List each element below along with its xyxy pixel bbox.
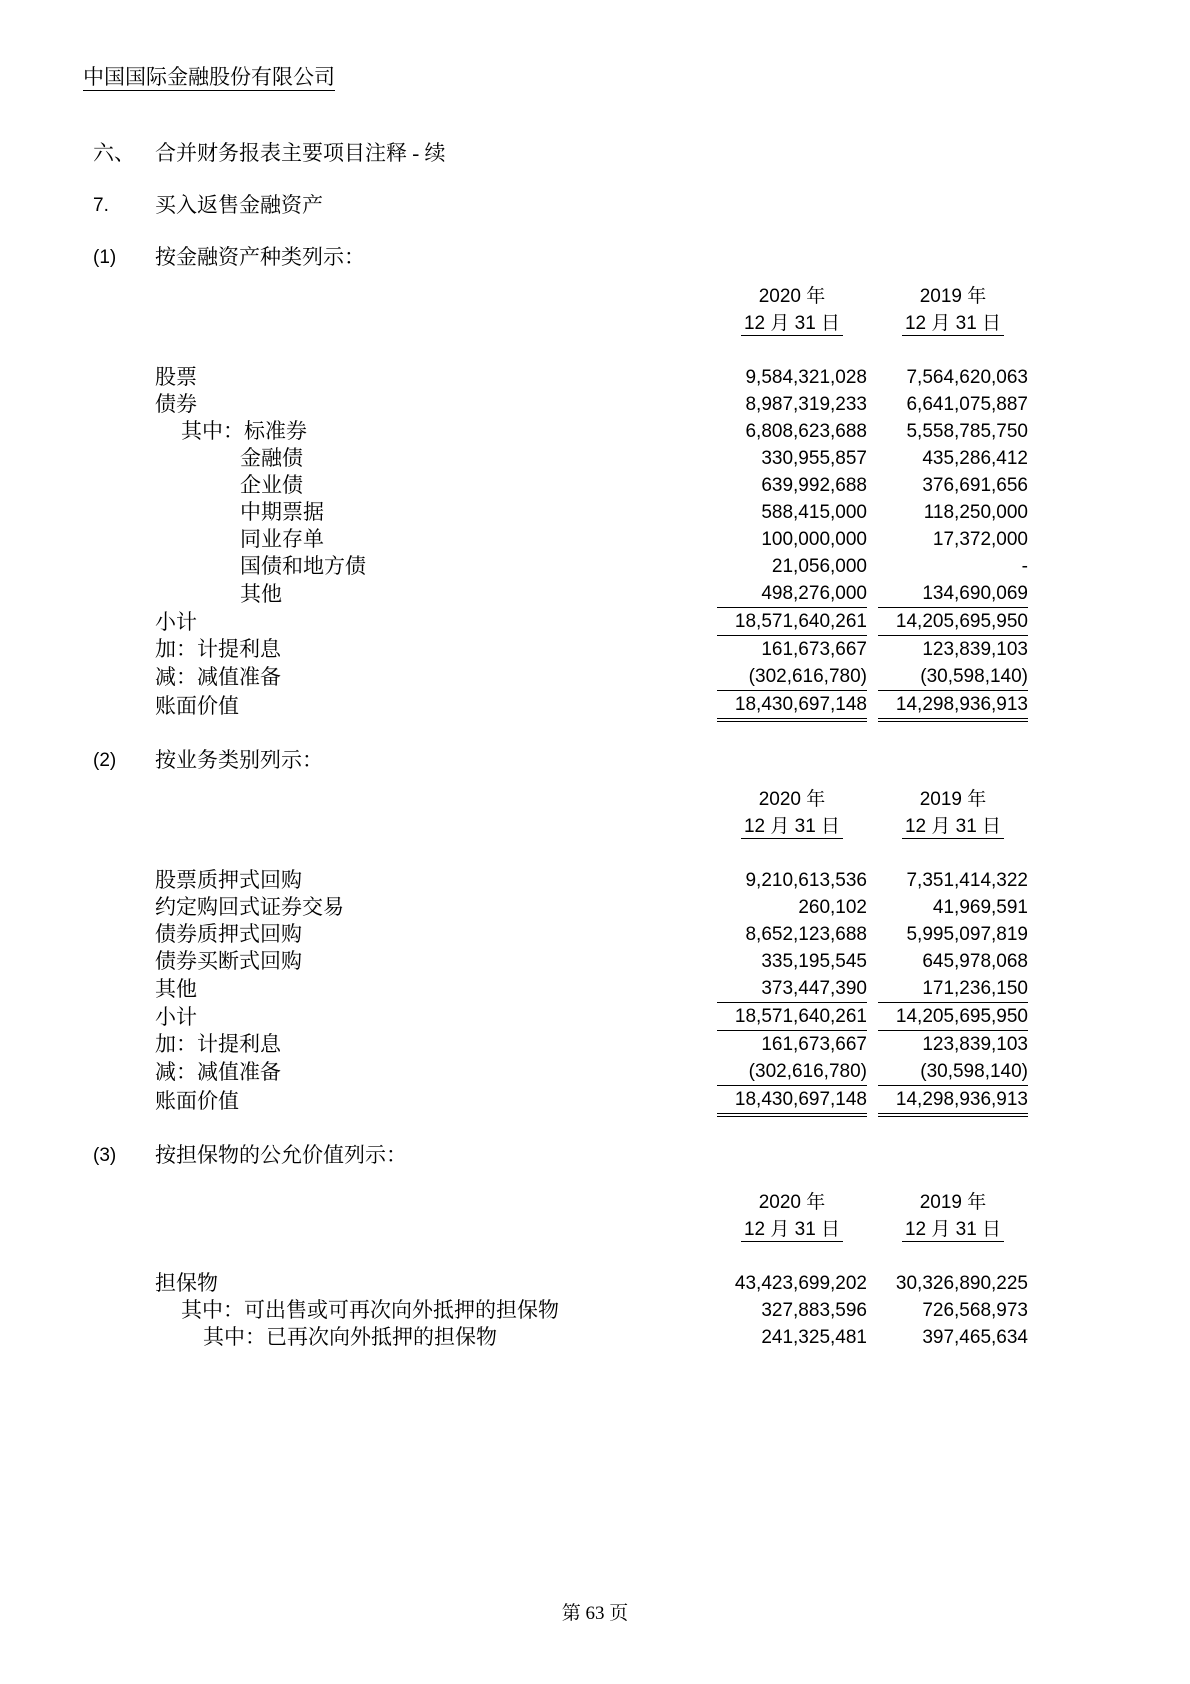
table-row: [155, 580, 1028, 608]
subsection-3-number: (3): [93, 1145, 117, 1166]
column-gap: [867, 1003, 878, 1031]
row-label: 担保物: [155, 1271, 218, 1295]
year-header-row: [155, 1189, 1028, 1216]
row-value-2019: 397,465,634: [922, 1327, 1028, 1348]
column-header-2020: 2020 年: [758, 286, 826, 307]
row-label: 小计: [155, 1004, 197, 1029]
column-gap: [867, 894, 878, 921]
row-value-2020: 161,673,667: [761, 639, 867, 660]
row-label: 减：减值准备: [155, 1059, 281, 1084]
table-row: [155, 391, 1028, 418]
table-row: [155, 921, 1028, 948]
column-gap: [867, 391, 878, 418]
date-header-row: [155, 1216, 1028, 1243]
column-gap: [867, 975, 878, 1003]
row-value-2019: 171,236,150: [922, 978, 1028, 999]
row-label: 企业债: [240, 473, 303, 497]
row-label: 债券质押式回购: [155, 922, 302, 946]
column-gap: [867, 813, 878, 840]
table-row: [155, 867, 1028, 894]
row-label: 股票: [155, 365, 197, 389]
table-row: [155, 499, 1028, 526]
year-header-row: [155, 283, 1028, 310]
row-label: 债券: [155, 392, 197, 416]
table-row: [155, 1086, 1028, 1116]
row-value-2020: 21,056,000: [771, 556, 867, 577]
column-gap: [867, 553, 878, 580]
column-header-2020: 2020 年: [758, 789, 826, 810]
subsection-3-title: 按担保物的公允价值列示：: [155, 1143, 407, 1167]
table-row: [155, 975, 1028, 1003]
date-header-2020: 12 月 31 日: [717, 310, 867, 337]
row-value-2020: 18,571,640,261: [717, 608, 867, 636]
subsection-1-heading: [83, 244, 1028, 271]
row-value-2019: -: [1021, 556, 1028, 577]
row-value-2020: 43,423,699,202: [734, 1273, 867, 1294]
subsection-2-heading: [83, 747, 1028, 774]
column-gap: [867, 1189, 878, 1216]
row-label: 中期票据: [240, 500, 324, 524]
row-label: 账面价值: [155, 694, 239, 718]
header-spacer: [155, 813, 717, 840]
row-value-2019: (30,598,140): [920, 1061, 1028, 1082]
row-value-2019: 134,690,069: [922, 583, 1028, 604]
row-label: 金融债: [240, 446, 303, 470]
header-spacer: [155, 283, 717, 310]
column-gap: [867, 786, 878, 813]
row-value-2020: 161,673,667: [761, 1034, 867, 1055]
date-header-2020: 12 月 31 日: [717, 813, 867, 840]
row-label: 其他: [155, 976, 197, 1001]
table-row: [155, 894, 1028, 921]
table-row: [155, 636, 1028, 664]
table-row: [155, 1297, 1028, 1324]
column-gap: [867, 364, 878, 391]
header-spacer: [155, 1189, 717, 1216]
row-value-2019: 17,372,000: [932, 529, 1028, 550]
row-value-2019: 14,205,695,950: [878, 1003, 1028, 1031]
row-value-2020: 6,808,623,688: [745, 421, 867, 442]
column-gap: [867, 310, 878, 337]
page-footer: [0, 1600, 1190, 1627]
row-value-2019: 435,286,412: [922, 448, 1028, 469]
row-value-2019: 645,978,068: [922, 951, 1028, 972]
column-gap: [867, 691, 878, 721]
column-header-2019: 2019 年: [919, 789, 987, 810]
column-header-2020: 2020 年: [758, 1192, 826, 1213]
row-value-2020: 8,987,319,233: [745, 394, 867, 415]
date-header-2019: 12 月 31 日: [878, 310, 1028, 337]
row-value-2020: (302,616,780): [748, 666, 867, 687]
table-row: [155, 553, 1028, 580]
column-gap: [867, 1086, 878, 1116]
row-label: 其中：可出售或可再次向外抵押的担保物: [181, 1298, 559, 1322]
date-header-2019: 12 月 31 日: [878, 1216, 1028, 1243]
asset-type-table: [155, 283, 1028, 722]
note-heading: [83, 192, 1028, 219]
row-value-2020: 9,210,613,536: [745, 870, 867, 891]
row-value-2020: 18,430,697,148: [717, 1086, 867, 1116]
collateral-table: [155, 1189, 1028, 1351]
row-label: 小计: [155, 609, 197, 634]
subsection-3-heading: [83, 1142, 1028, 1169]
row-value-2019: 376,691,656: [922, 475, 1028, 496]
spacer-row: [155, 840, 1028, 867]
table-row: [155, 948, 1028, 975]
row-value-2020: 260,102: [798, 897, 867, 918]
subsection-2-title: 按业务类别列示：: [155, 748, 323, 772]
spacer-row: [155, 337, 1028, 364]
row-value-2020: 498,276,000: [761, 583, 867, 604]
column-gap: [867, 499, 878, 526]
row-label: 加：计提利息: [155, 637, 281, 661]
row-label: 股票质押式回购: [155, 868, 302, 892]
subsection-1-number: (1): [93, 247, 117, 268]
table-row: [155, 691, 1028, 721]
chapter-title: 合并财务报表主要项目注释 - 续: [155, 141, 446, 165]
row-value-2019: 5,558,785,750: [906, 421, 1028, 442]
column-gap: [867, 580, 878, 608]
page-number: 第 63 页: [561, 1603, 629, 1624]
table-row: [155, 1270, 1028, 1297]
note-number: 7.: [93, 195, 109, 216]
column-gap: [867, 867, 878, 894]
column-gap: [867, 418, 878, 445]
row-value-2020: 8,652,123,688: [745, 924, 867, 945]
table-row: [155, 1003, 1028, 1031]
row-value-2020: 9,584,321,028: [745, 367, 867, 388]
row-value-2020: 330,955,857: [761, 448, 867, 469]
row-value-2019: 41,969,591: [932, 897, 1028, 918]
column-gap: [867, 1058, 878, 1086]
table-row: [155, 663, 1028, 691]
column-gap: [867, 1270, 878, 1297]
column-gap: [867, 445, 878, 472]
header-spacer: [155, 310, 717, 337]
column-gap: [867, 1324, 878, 1351]
table-row: [155, 1324, 1028, 1351]
row-value-2019: 118,250,000: [923, 502, 1028, 523]
table-row: [155, 1058, 1028, 1086]
table-row: [155, 1031, 1028, 1059]
company-name: [83, 64, 1028, 91]
column-gap: [867, 608, 878, 636]
row-value-2019: 7,351,414,322: [906, 870, 1028, 891]
row-value-2020: 335,195,545: [761, 951, 867, 972]
date-header-2019: 12 月 31 日: [878, 813, 1028, 840]
date-header-row: [155, 310, 1028, 337]
subsection-1-title: 按金融资产种类列示：: [155, 245, 365, 269]
table-row: [155, 445, 1028, 472]
chapter-heading: [83, 140, 1028, 167]
column-gap: [867, 1031, 878, 1059]
row-value-2020: 639,992,688: [761, 475, 867, 496]
header-spacer: [155, 786, 717, 813]
table-row: [155, 526, 1028, 553]
row-value-2019: (30,598,140): [920, 666, 1028, 687]
subsection-2-number: (2): [93, 750, 117, 771]
column-gap: [867, 663, 878, 691]
row-value-2020: 327,883,596: [761, 1300, 867, 1321]
row-value-2019: 726,568,973: [922, 1300, 1028, 1321]
column-gap: [867, 921, 878, 948]
row-value-2019: 14,205,695,950: [878, 608, 1028, 636]
row-value-2020: 241,325,481: [761, 1327, 867, 1348]
column-header-2019: 2019 年: [919, 286, 987, 307]
spacer-row: [155, 1243, 1028, 1270]
row-value-2019: 5,995,097,819: [906, 924, 1028, 945]
row-label: 债券买断式回购: [155, 949, 302, 973]
date-header-2020: 12 月 31 日: [717, 1216, 867, 1243]
row-value-2020: 18,571,640,261: [717, 1003, 867, 1031]
table-row: [155, 472, 1028, 499]
table-row: [155, 364, 1028, 391]
column-gap: [867, 1297, 878, 1324]
row-label: 同业存单: [240, 527, 324, 551]
column-gap: [867, 948, 878, 975]
note-title: 买入返售金融资产: [155, 193, 323, 217]
row-label: 约定购回式证券交易: [155, 895, 344, 919]
row-label: 账面价值: [155, 1089, 239, 1113]
header-spacer: [155, 1216, 717, 1243]
row-value-2020: (302,616,780): [748, 1061, 867, 1082]
row-label: 其中：标准券: [181, 419, 307, 443]
table-row: [155, 418, 1028, 445]
row-value-2020: 18,430,697,148: [717, 691, 867, 721]
row-value-2019: 123,839,103: [922, 639, 1028, 660]
row-value-2019: 14,298,936,913: [878, 691, 1028, 721]
row-label: 国债和地方债: [240, 554, 366, 578]
column-gap: [867, 1216, 878, 1243]
row-label: 加：计提利息: [155, 1032, 281, 1056]
row-value-2019: 7,564,620,063: [906, 367, 1028, 388]
business-type-table: [155, 786, 1028, 1117]
year-header-row: [155, 786, 1028, 813]
row-value-2019: 6,641,075,887: [906, 394, 1028, 415]
row-value-2020: 373,447,390: [761, 978, 867, 999]
row-label: 其中：已再次向外抵押的担保物: [203, 1325, 497, 1349]
chapter-number: 六、: [93, 141, 135, 165]
column-gap: [867, 526, 878, 553]
company-name-text: 中国国际金融股份有限公司: [83, 65, 335, 89]
row-value-2019: 123,839,103: [922, 1034, 1028, 1055]
date-header-row: [155, 813, 1028, 840]
table-row: [155, 608, 1028, 636]
row-label: 减：减值准备: [155, 664, 281, 689]
row-value-2020: 100,000,000: [761, 529, 867, 550]
row-value-2019: 30,326,890,225: [895, 1273, 1028, 1294]
row-value-2019: 14,298,936,913: [878, 1086, 1028, 1116]
column-header-2019: 2019 年: [919, 1192, 987, 1213]
column-gap: [867, 283, 878, 310]
column-gap: [867, 472, 878, 499]
row-label: 其他: [240, 581, 282, 606]
column-gap: [867, 636, 878, 664]
row-value-2020: 588,415,000: [761, 502, 867, 523]
